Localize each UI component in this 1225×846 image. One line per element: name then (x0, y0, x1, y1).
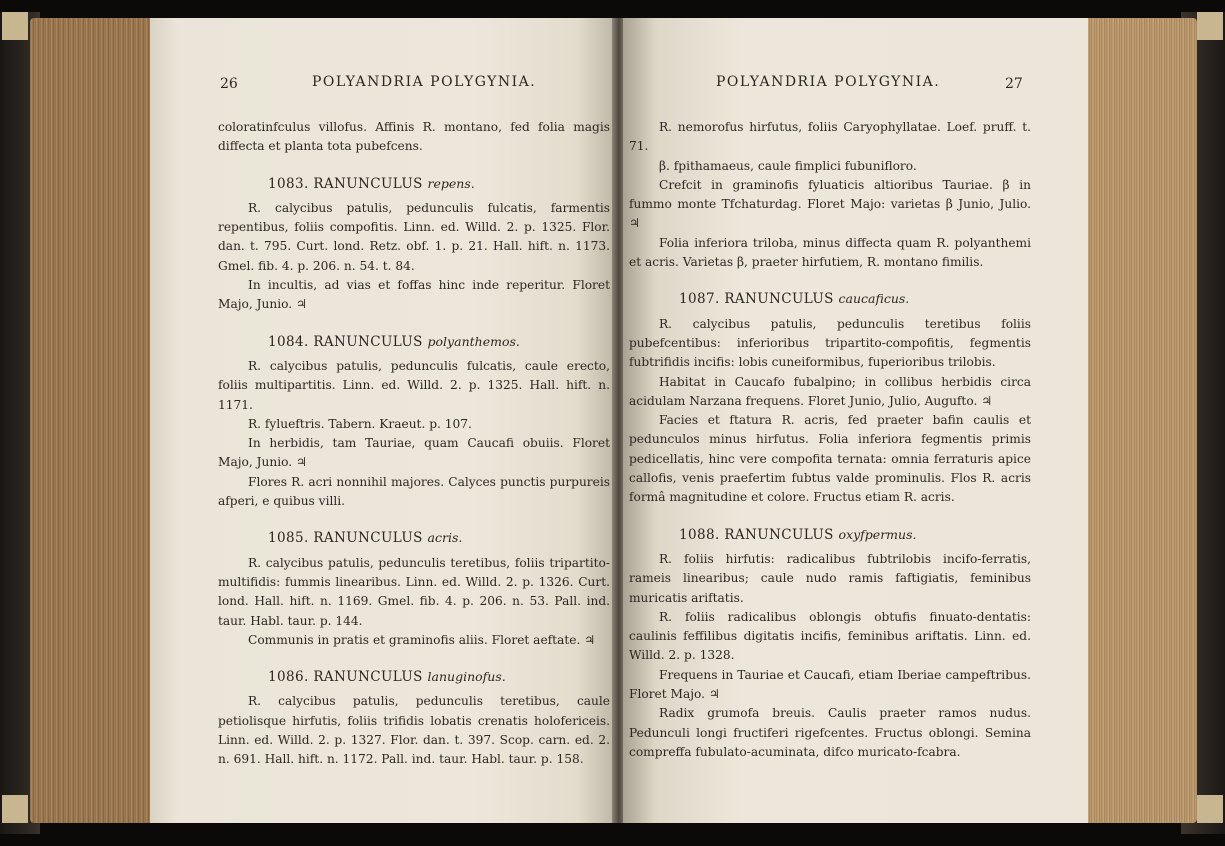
species-number-genus: 1083. RANUNCULUS (268, 175, 423, 192)
page-edges-left (30, 18, 156, 823)
page-edges-right (1085, 18, 1197, 823)
paragraph: R. foliis hirfutis: radicalibus fubtrilobis incifo-ferratis, rameis linearibus; caule nudo ramis faftigiatis, feminibus muricatis ariftatis. (629, 551, 1031, 605)
species-epithet: caucaficus. (838, 291, 910, 307)
species-heading (218, 528, 610, 548)
species-epithet: repens. (427, 175, 475, 191)
species-heading (218, 667, 610, 687)
cover-corner (1197, 12, 1223, 40)
paragraph: Radix grumofa breuis. Caulis praeter ramos nudus. Pedunculi longi fructiferi rigefcentes. Fructus oblongi. Semina compreffa fubulato-acuminata, difco muricato-fcabra. (629, 706, 1031, 759)
cover-corner (2, 795, 28, 823)
species-heading (218, 332, 610, 352)
species-number-genus: 1085. RANUNCULUS (268, 530, 423, 547)
paragraph: In herbidis, tam Tauriae, quam Caucafi obuiis. Floret Majo, Junio. ♃ (218, 436, 610, 470)
paragraph: Flores R. acri nonnihil majores. Calyces punctis purpureis afperi, e quibus villi. (218, 474, 610, 509)
page-number: 26 (220, 76, 238, 92)
paragraph: R. calycibus patulis, pedunculis teretibus, foliis tripartito-multifidis: fummis linearibus. Linn. ed. Willd. 2. p. 1326. Curt. lond. Hall. hift. n. 1169. Gmel. fib. 4. p. 206. n. 53. Pall. ind. taur. Habl. taur. p. 144. (218, 555, 610, 628)
cover-corner (2, 12, 28, 40)
paragraph: coloratinfculus villofus. Affinis R. montano, fed folia magis diffecta et planta tota pubefcens. (218, 120, 610, 154)
paragraph: β. fpithamaeus, caule fimplici fubunifloro. (659, 158, 917, 173)
paragraph: Communis in pratis et graminofis aliis. Floret aeftate. ♃ (248, 632, 596, 647)
paragraph: Habitat in Caucafo fubalpino; in collibus herbidis circa acidulam Narzana frequens. Floret Junio, Julio, Augufto. ♃ (629, 374, 1031, 408)
paragraph: R. foliis radicalibus oblongis obtufis finuato-dentatis: caulinis feffilibus digitatis incifis, feminibus ariftatis. Linn. ed. Willd. 2. p. 1328. (629, 609, 1031, 663)
species-number-genus: 1088. RANUNCULUS (679, 526, 834, 543)
page-body (629, 118, 1031, 762)
page-number: 27 (1005, 76, 1023, 92)
species-epithet: polyanthemos. (427, 333, 520, 349)
paragraph: R. calycibus patulis, pedunculis fulcatis, farmentis repentibus, foliis compofitis. Linn. ed. Willd. 2. p. 1325. Flor. dan. t. 795. Curt. lond. Retz. obf. 1. p. 21. Hall. hift. n. 1173. Gmel. fib. 4. p. 206. n. 54. t. 84. (218, 200, 610, 273)
species-epithet: oxyfpermus. (838, 526, 917, 542)
right-page (623, 18, 1088, 823)
paragraph: Frequens in Tauriae et Caucafi, etiam Iberiae campeftribus. Floret Majo. ♃ (629, 667, 1031, 702)
running-head: POLYANDRIA POLYGYNIA. (312, 74, 537, 90)
paragraph: R. fylueftris. Tabern. Kraeut. p. 107. (248, 416, 472, 431)
species-heading (629, 289, 1031, 309)
species-number-genus: 1087. RANUNCULUS (679, 291, 834, 308)
paragraph: Folia inferiora triloba, minus diffecta quam R. polyanthemi et acris. Varietas β, praeter hirfutiem, R. montano fimilis. (629, 235, 1031, 270)
page-body (218, 118, 610, 770)
species-number-genus: 1086. RANUNCULUS (268, 669, 423, 686)
paragraph: Facies et ftatura R. acris, fed praeter bafin caulis et pedunculos minus hirfutus. Folia inferiora fegmentis primis pedicellatis, hinc vere compofita ternata: omnia ferraturis apice callofis, venis praefertim fubtus valde prominulis. Flos R. acris formâ magnitudine et colore. Fructus etiam R. acris. (629, 413, 1031, 505)
paragraph: R. calycibus patulis, pedunculis teretibus foliis pubefcentibus: inferioribus tripartito-compofitis, fegmentis fubtrifidis incifis: lobis cuneiformibus, fuperioribus trilobis. (629, 316, 1031, 370)
species-heading (629, 525, 1031, 545)
species-heading (218, 174, 610, 194)
species-epithet: lanuginofus. (427, 669, 506, 685)
left-page (150, 18, 615, 823)
species-epithet: acris. (427, 530, 463, 546)
paragraph: R. calycibus patulis, pedunculis fulcatis, caule erecto, foliis multipartitis. Linn. ed. Willd. 2. p. 1325. Hall. hift. n. 1171. (218, 358, 610, 412)
paragraph: In incultis, ad vias et foffas hinc inde reperitur. Floret Majo, Junio. ♃ (218, 278, 610, 312)
paragraph: R. nemorofus hirfutus, foliis Caryophyllatae. Loef. pruff. t. 71. (629, 120, 1031, 154)
cover-corner (1197, 795, 1223, 823)
paragraph: R. calycibus patulis, pedunculis teretibus, caule petiolisque hirfutis, foliis trifidis lobatis crenatis holofericeis. Linn. ed. Willd. 2. p. 1327. Flor. dan. t. 397. Scop. carn. ed. 2. n. 691. Hall. hift. n. 1172. Pall. ind. taur. Habl. taur. p. 158. (218, 694, 610, 767)
running-head: POLYANDRIA POLYGYNIA. (716, 74, 941, 90)
paragraph: Crefcit in graminofis fyluaticis altioribus Tauriae. β in fummo monte Tfchaturdag. Floret Majo: varietas β Junio, Julio. ♃ (629, 177, 1031, 231)
species-number-genus: 1084. RANUNCULUS (268, 333, 423, 350)
